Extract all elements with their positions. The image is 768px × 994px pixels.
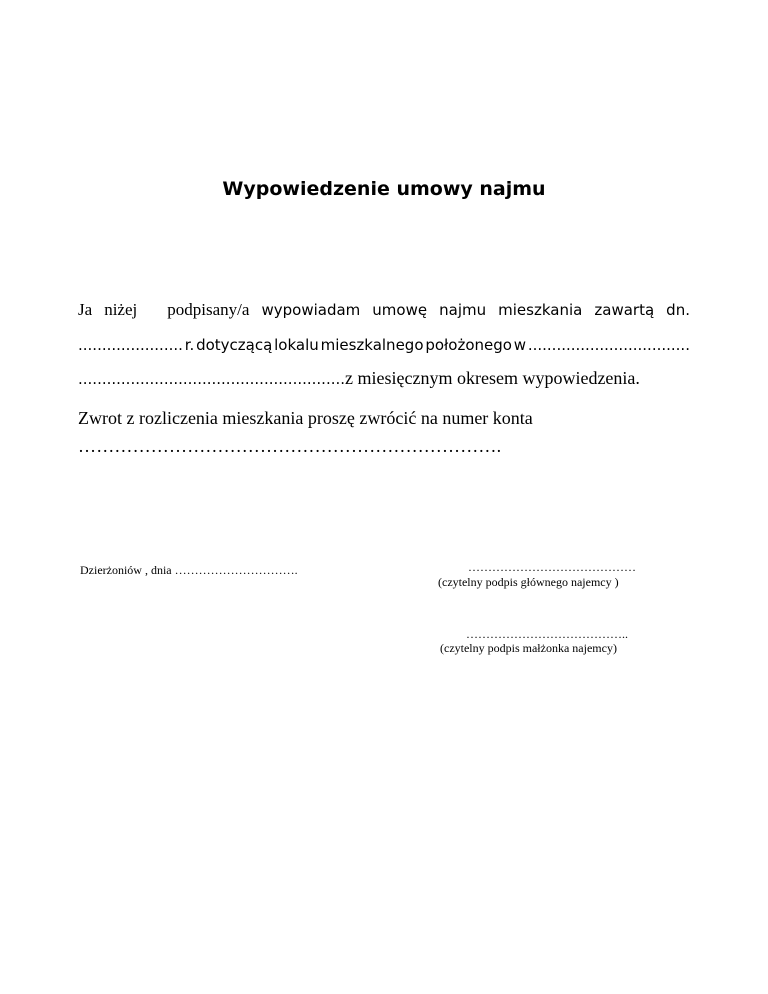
word: mieszkalnego (320, 336, 424, 354)
main-tenant-signature-dots: …………………………………… (468, 560, 636, 574)
spouse-signature-label: (czytelny podpis małżonka najemcy) (440, 641, 617, 655)
word: dotyczącą (196, 336, 273, 354)
word: podpisany/a (167, 300, 250, 319)
word: lokalu (274, 336, 319, 354)
address-fill-dots: ........................................................ (78, 370, 346, 388)
word: najmu (439, 301, 487, 319)
word: dn. (666, 301, 690, 319)
word: Ja (78, 300, 93, 319)
place-fill-dots: .................................. (527, 336, 690, 354)
document-title: Wypowiedzenie umowy najmu (222, 178, 546, 200)
word: położonego (425, 336, 512, 354)
word: zawartą (594, 301, 655, 319)
main-tenant-signature-label: (czytelny podpis głównego najemcy ) (438, 575, 619, 589)
declaration-line-3 (78, 368, 690, 389)
spouse-signature-dots: ………………………………….. (466, 627, 628, 641)
word: wypowiadam (261, 301, 361, 319)
place-date-field: Dzierżoniów , dnia …………………………. (80, 563, 298, 577)
word: mieszkania (498, 301, 583, 319)
declaration-line-1 (78, 300, 690, 320)
word: w (513, 336, 527, 354)
word: niżej (104, 300, 138, 319)
word: umowę (372, 301, 428, 319)
notice-period-text: z miesięcznym okresem wypowiedzenia. (345, 368, 640, 388)
word: r. (184, 336, 195, 354)
account-number-fill-dots: ……………………………………………………………. (78, 436, 502, 456)
declaration-line-2 (78, 336, 690, 354)
refund-request-text: Zwrot z rozliczenia mieszkania proszę zwrócić na numer konta (78, 408, 533, 428)
date-fill-dots: ...................... (78, 336, 183, 354)
